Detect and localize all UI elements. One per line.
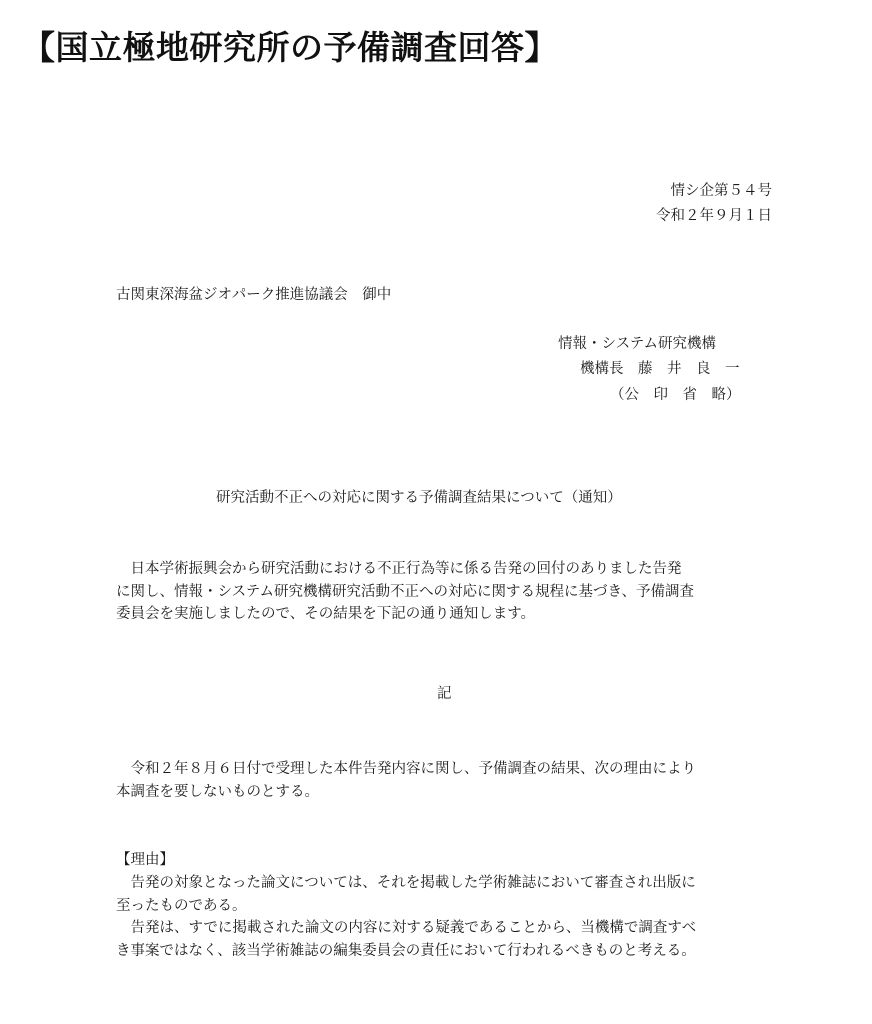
intro-line: 委員会を実施しましたので、その結果を下記の通り通知します。 <box>116 606 536 622</box>
notice-subject: 研究活動不正への対応に関する予備調査結果について（通知） <box>216 490 622 506</box>
result-paragraph <box>116 758 786 803</box>
recipient: 古関東深海盆ジオパーク推進協議会 御中 <box>116 287 392 303</box>
page-heading: 【国立極地研究所の予備調査回答】 <box>22 28 558 67</box>
document-number: 情シ企第５４号 <box>670 183 772 199</box>
sender-organization: 情報・システム研究機構 <box>558 336 717 352</box>
sender-title-name: 機構長 藤 井 良 一 <box>580 361 740 377</box>
intro-line: 日本学術振興会から研究活動における不正行為等に係る告発の回付のありました告発 <box>116 561 682 577</box>
document-date: 令和２年９月１日 <box>656 208 772 224</box>
reason-line: 告発の対象となった論文については、それを掲載した学術雑誌において審査され出版に <box>116 875 696 891</box>
intro-paragraph <box>116 558 786 626</box>
result-line: 令和２年８月６日付で受理した本件告発内容に関し、予備調査の結果、次の理由により <box>116 761 696 777</box>
result-line: 本調査を要しないものとする。 <box>116 783 319 800</box>
seal-omitted-note: （公 印 省 略） <box>610 387 741 403</box>
ki-marker: 記 <box>437 686 452 702</box>
intro-line: に関し、情報・システム研究機構研究活動不正への対応に関する規程に基づき、予備調査 <box>116 583 694 600</box>
reason-heading: 【理由】 <box>116 852 174 868</box>
reason-line: 告発は、すでに掲載された論文の内容に対する疑義であることから、当機構で調査すべ <box>116 920 697 936</box>
reason-line: き事案ではなく、該当学術雑誌の編集委員会の責任において行われるべきものと考える。 <box>116 942 696 959</box>
reason-line: 至ったものである。 <box>116 897 247 914</box>
reason-paragraph <box>116 872 786 962</box>
